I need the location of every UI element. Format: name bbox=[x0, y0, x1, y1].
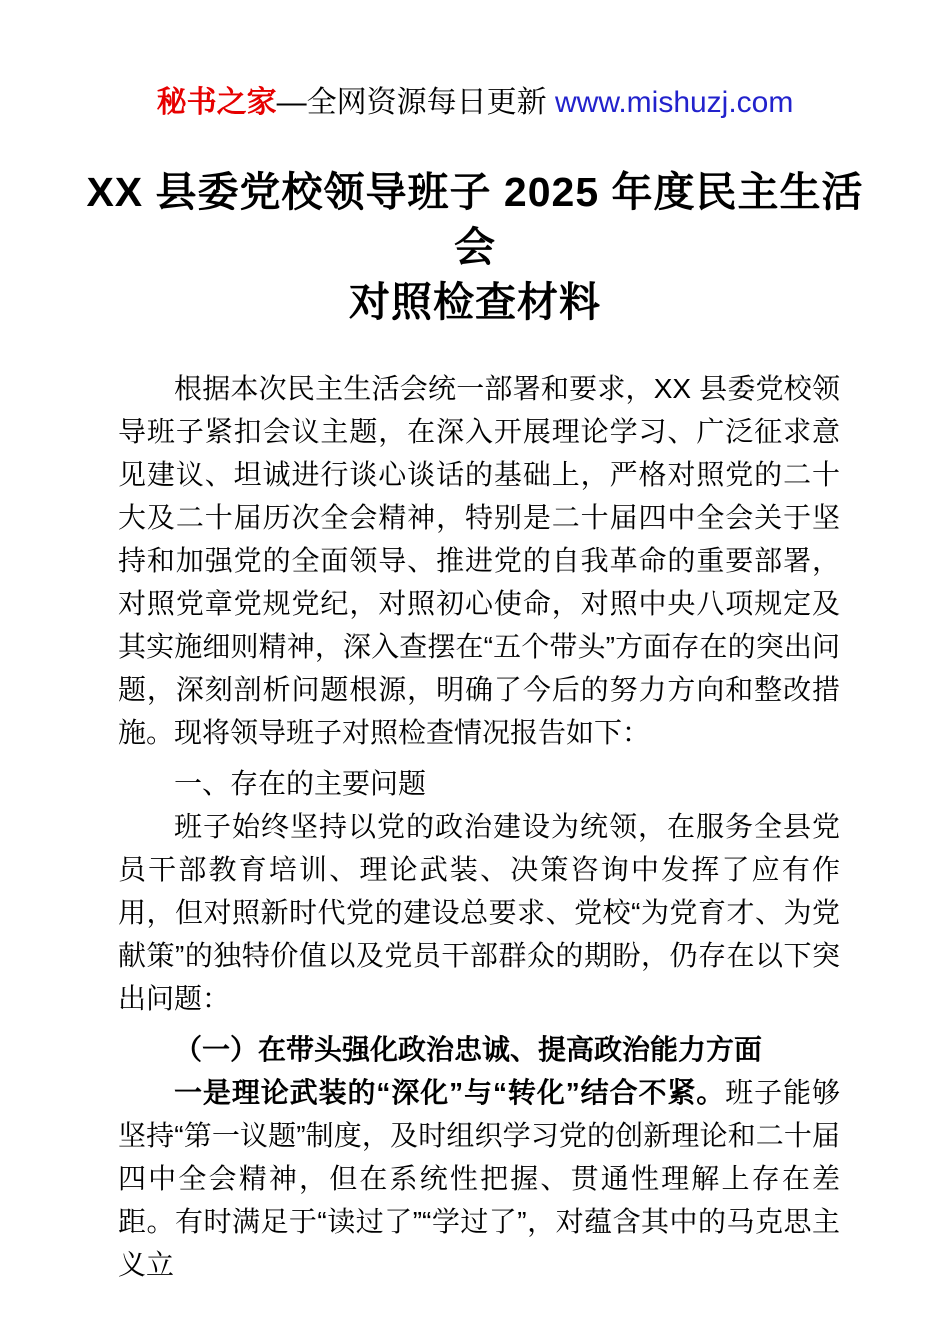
site-header bbox=[0, 0, 950, 121]
paragraph: 班子始终坚持以党的政治建设为统领，在服务全县党员干部教育培训、理论武装、决策咨询中发挥了应有作用，但对照新时代党的建设总要求、党校“为党育才、为党献策”的独特价值以及党员干部群众的期盼，仍存在以下突出问题： bbox=[118, 811, 840, 1014]
document-title bbox=[70, 165, 880, 330]
document-body bbox=[0, 367, 950, 1286]
document-title-line1: XX 县委党校领导班子 2025 年度民主生活会 bbox=[86, 169, 864, 270]
paragraph: 根据本次民主生活会统一部署和要求，XX 县委党校领导班子紧扣会议主题，在深入开展理论学习、广泛征求意见建议、坦诚进行谈心谈话的基础上，严格对照党的二十大及二十届历次全会精神，特别是二十届四中全会关于坚持和加强党的全面领导、推进党的自我革命的重要部署，对照党章党规党纪，对照初心使命，对照中央八项规定及其实施细则精神，深入查摆在“五个带头”方面存在的突出问题，深刻剖析问题根源，明确了今后的努力方向和整改措施。现将领导班子对照检查情况报告如下： bbox=[118, 373, 840, 748]
site-name: 秘书之家 bbox=[156, 86, 277, 119]
site-url-link[interactable]: www.mishuzj.com bbox=[554, 86, 794, 119]
paragraph-lead-bold: 一是理论武装的“深化”与“转化”结合不紧。 bbox=[174, 1077, 726, 1108]
site-tagline: —全网资源每日更新 bbox=[276, 86, 555, 119]
paragraph: 一、存在的主要问题 bbox=[174, 768, 427, 799]
document-title-line2: 对照检查材料 bbox=[349, 279, 601, 325]
paragraph: 一是理论武装的“深化”与“转化”结合不紧。班子能够坚持“第一议题”制度，及时组织学习党的创新理论和二十届四中全会精神，但在系统性把握、贯通性理解上存在差距。有时满足于“读过了”“学过了”，对蕴含其中的马克思主义立 bbox=[118, 1077, 840, 1280]
paragraph: （一）在带头强化政治忠诚、提高政治能力方面 bbox=[174, 1034, 763, 1065]
